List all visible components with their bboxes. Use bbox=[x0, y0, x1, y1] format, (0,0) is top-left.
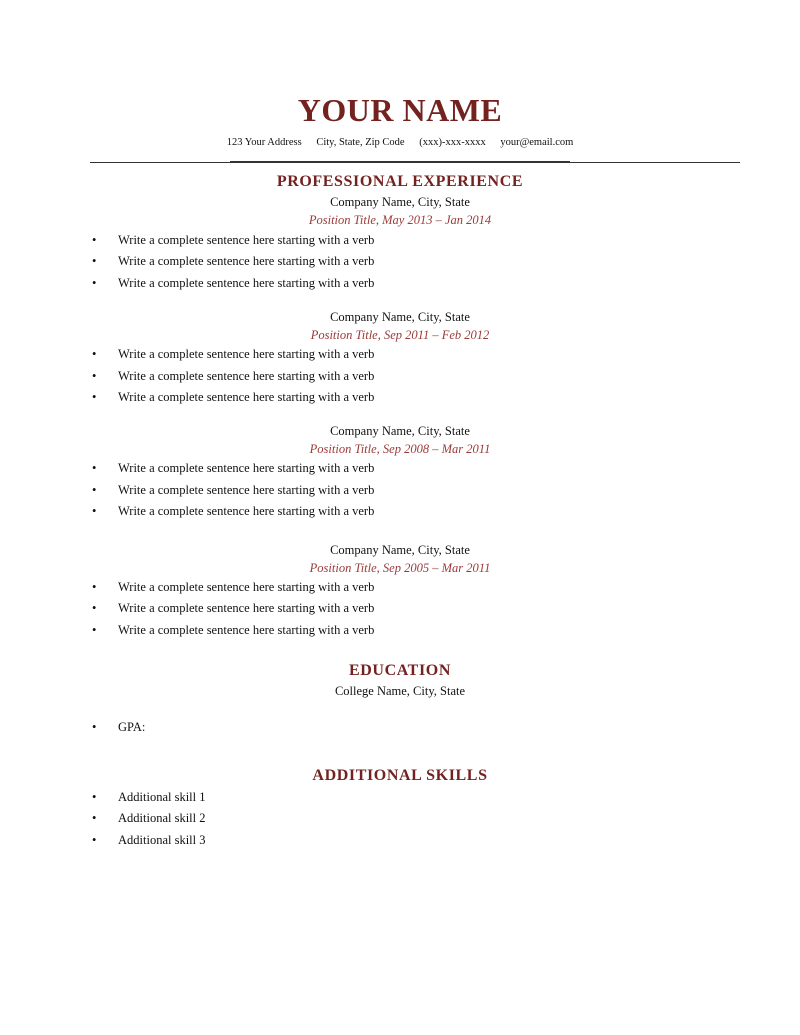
job-position: Position Title, Sep 2011 – Feb 2012 bbox=[310, 328, 490, 342]
bullet-text: Write a complete sentence here starting with a verb bbox=[118, 233, 375, 247]
bullet-icon: • bbox=[92, 347, 97, 361]
job-company: Company Name, City, State bbox=[330, 195, 470, 209]
bullet-text: Write a complete sentence here starting with a verb bbox=[118, 347, 375, 361]
bullet-text: Write a complete sentence here starting with a verb bbox=[118, 623, 375, 637]
job-position: Position Title, Sep 2008 – Mar 2011 bbox=[309, 442, 491, 456]
bullet-text: Write a complete sentence here starting with a verb bbox=[118, 601, 375, 615]
list-item bbox=[92, 811, 206, 827]
bullet-icon: • bbox=[92, 254, 97, 268]
bullet-text: Write a complete sentence here starting with a verb bbox=[118, 580, 375, 594]
bullet-icon: • bbox=[92, 720, 97, 734]
bullet-icon: • bbox=[92, 601, 97, 615]
bullet-icon: • bbox=[92, 390, 97, 404]
job-company: Company Name, City, State bbox=[330, 424, 470, 438]
bullet-icon: • bbox=[92, 369, 97, 383]
bullet-icon: • bbox=[92, 233, 97, 247]
bullet-text: Write a complete sentence here starting with a verb bbox=[118, 369, 375, 383]
bullet-icon: • bbox=[92, 483, 97, 497]
bullet-icon: • bbox=[92, 623, 97, 637]
resume-name: YOUR NAME bbox=[297, 92, 503, 128]
contact-city: City, State, Zip Code bbox=[316, 137, 405, 148]
college-name: College Name, City, State bbox=[334, 684, 466, 698]
list-item bbox=[92, 369, 374, 385]
list-item bbox=[92, 720, 145, 736]
bullet-text: Write a complete sentence here starting with a verb bbox=[118, 254, 375, 268]
list-item bbox=[92, 390, 374, 406]
job-company: Company Name, City, State bbox=[330, 543, 470, 557]
education-heading: EDUCATION bbox=[348, 662, 451, 679]
list-item bbox=[92, 790, 206, 806]
list-item bbox=[92, 601, 374, 617]
header-divider-accent bbox=[230, 161, 570, 163]
job-position: Position Title, May 2013 – Jan 2014 bbox=[308, 213, 492, 227]
bullet-icon: • bbox=[92, 461, 97, 475]
bullet-text: Additional skill 2 bbox=[118, 811, 206, 825]
bullet-icon: • bbox=[92, 504, 97, 518]
bullet-icon: • bbox=[92, 580, 97, 594]
list-item bbox=[92, 483, 374, 499]
skills-heading: ADDITIONAL SKILLS bbox=[312, 767, 488, 784]
list-item bbox=[92, 233, 374, 249]
contact-address: 123 Your Address bbox=[226, 137, 302, 148]
bullet-text: Write a complete sentence here starting with a verb bbox=[118, 504, 375, 518]
contact-phone: (xxx)-xxx-xxxx bbox=[419, 137, 486, 148]
job-position: Position Title, Sep 2005 – Mar 2011 bbox=[309, 561, 491, 575]
list-item bbox=[92, 623, 374, 639]
bullet-text: Additional skill 1 bbox=[118, 790, 206, 804]
list-item bbox=[92, 580, 374, 596]
bullet-icon: • bbox=[92, 833, 97, 847]
bullet-text: Additional skill 3 bbox=[118, 833, 206, 847]
bullet-text: Write a complete sentence here starting with a verb bbox=[118, 276, 375, 290]
bullet-icon: • bbox=[92, 811, 97, 825]
job-company: Company Name, City, State bbox=[330, 310, 470, 324]
contact-email: your@email.com bbox=[500, 137, 574, 148]
bullet-text: Write a complete sentence here starting with a verb bbox=[118, 390, 375, 404]
list-item bbox=[92, 504, 374, 520]
list-item bbox=[92, 276, 374, 292]
list-item bbox=[92, 833, 206, 849]
list-item bbox=[92, 254, 374, 270]
list-item bbox=[92, 461, 374, 477]
list-item bbox=[92, 347, 374, 363]
contact-line bbox=[0, 137, 800, 148]
bullet-text: Write a complete sentence here starting with a verb bbox=[118, 461, 375, 475]
bullet-icon: • bbox=[92, 790, 97, 804]
bullet-text: GPA: bbox=[118, 720, 146, 734]
bullet-text: Write a complete sentence here starting with a verb bbox=[118, 483, 375, 497]
bullet-icon: • bbox=[92, 276, 97, 290]
experience-heading: PROFESSIONAL EXPERIENCE bbox=[276, 173, 524, 190]
